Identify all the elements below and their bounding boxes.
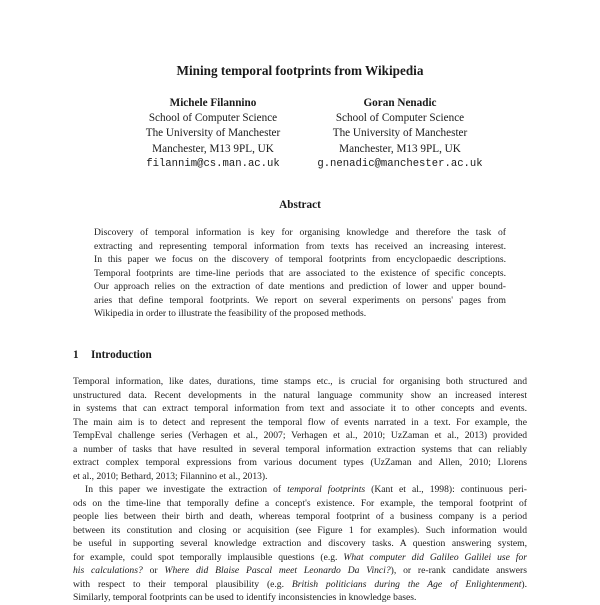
body-line: The main aim is to detect and represent the temporal flow of events narrated in a text. For example, the [73, 416, 527, 428]
body-line: between its constitution and closing or acquisition (see Figure 1 for examples). Such information would [73, 524, 527, 536]
author-address: Manchester, M13 9PL, UK [339, 142, 461, 155]
emphasis-term: temporal footprints [287, 484, 366, 495]
body-line: extract complex temporal expressions from various document types (UzZaman and Allen, 2010; Llorens [73, 457, 527, 468]
abstract-line: Discovery of temporal information is key for organising knowledge and therefore the task of [94, 227, 506, 238]
emphasis-question: Where did Blaise Pascal meet Leonardo Da Vinci? [164, 565, 391, 576]
abstract-line: aries that define temporal footprints. We report on several experiments on persons' pages from [94, 294, 506, 306]
body-text [73, 375, 527, 605]
paper-title: Mining temporal footprints from Wikipedia [176, 63, 424, 78]
author-address: Manchester, M13 9PL, UK [152, 142, 274, 155]
section-number: 1 [73, 349, 79, 361]
abstract-text [94, 226, 506, 321]
abstract-heading: Abstract [279, 199, 321, 211]
body-line: in systems that can extract temporal information from text and associate it to other concepts and events. [73, 403, 527, 414]
author-email: filannim@cs.man.ac.uk [146, 157, 280, 170]
body-line [73, 483, 527, 497]
text-run: In this paper we investigate the extraction of [85, 484, 288, 495]
text-run: for example, could spot temporally implausible questions (e.g. [73, 551, 344, 563]
body-line: et al., 2010; Bethard, 2013; Filannino et al., 2013). [73, 470, 268, 482]
author-name: Michele Filannino [169, 97, 257, 109]
abstract-line: extracting and representing temporal information from texts has received an increasing interest. [94, 240, 506, 252]
abstract-line: Temporal footprints are time-line periods that are associated to the existence of specific concepts. [94, 267, 506, 279]
section-title: Introduction [91, 349, 152, 361]
abstract-line: In this paper we focus on the discovery of temporal footprints from encyclopaedic descriptions. [94, 254, 506, 265]
text-run: ). [521, 578, 528, 590]
body-line: unstructured data. Recent developments in the natural language community show an increased interest [73, 389, 527, 401]
body-line: TempEval challenge series (Verhagen et al., 2007; Verhagen et al., 2010; UzZaman et al., 2013) provided [73, 430, 527, 441]
body-line: be useful in supporting several knowledge extraction and discovery tasks. A question answering system, [73, 538, 527, 549]
author-name: Goran Nenadic [363, 97, 437, 109]
section-heading [73, 349, 152, 361]
body-line: a number of tasks that have resulted in several temporal information extraction systems that can reliably [73, 443, 527, 455]
text-run: (Kant et al., 1998): continuous peri- [365, 484, 527, 495]
paragraph-2 [73, 483, 527, 605]
author-department: School of Computer Science [148, 112, 278, 125]
abstract-line: Wikipedia in order to illustrate the feasibility of the proposed methods. [94, 308, 367, 319]
body-line [73, 551, 527, 565]
text-run: with respect to their temporal plausibility (e.g. [73, 578, 292, 590]
author-department: School of Computer Science [335, 112, 465, 125]
emphasis-question: What computer did Galileo Galilei use for [343, 551, 527, 563]
body-line: Similarly, temporal footprints can be used to identify inconsistencies in knowledge bases. [73, 592, 417, 603]
emphasis-example: British politicians during the Age of Enlightenment [291, 578, 522, 590]
body-line: Temporal information, like dates, durations, time stamps etc., is crucial for organising both structured and [73, 376, 527, 387]
author-email: g.nenadic@manchester.ac.uk [317, 157, 483, 170]
body-line: ods on the time-line that temporally define a concept's existence. For example, the temporal footprint of [73, 497, 527, 509]
author-university: The University of Manchester [145, 127, 281, 140]
abstract-line: Our approach relies on the extraction of date mentions and prediction of lower and upper bound- [94, 281, 506, 292]
emphasis-question: his calculations? [73, 565, 143, 576]
author-block-2 [285, 96, 515, 172]
body-line [73, 578, 527, 592]
body-line: people lies between their birth and death, whereas temporal footprint of a business company is a period [73, 511, 527, 522]
paragraph-1 [73, 375, 527, 483]
author-university: The University of Manchester [332, 127, 468, 140]
body-line [73, 564, 527, 578]
text-run: or [142, 565, 165, 576]
text-run: ), or re-rank candidate answers [390, 565, 527, 576]
